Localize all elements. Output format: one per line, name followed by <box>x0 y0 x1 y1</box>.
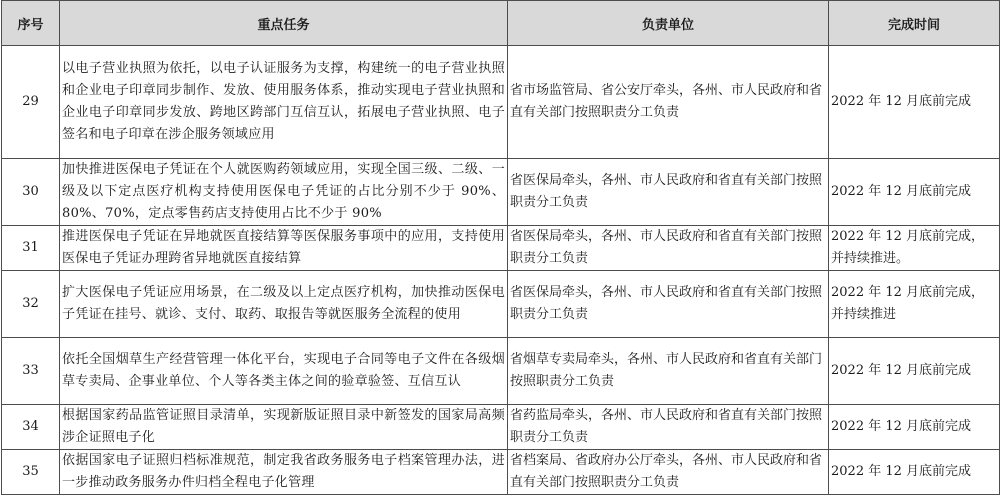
table-row <box>2 159 1000 226</box>
row-time: 2022 年 12 月底前完成，并持续推进 <box>829 271 1000 338</box>
row-number: 33 <box>2 338 60 405</box>
row-unit: 省药监局牵头，各州、市人民政府和省直有关部门按照职责分工负责 <box>508 405 829 450</box>
row-unit: 省医保局牵头，各州、市人民政府和省直有关部门按照职责分工负责 <box>508 226 829 271</box>
row-task: 加快推进医保电子凭证在个人就医购药领域应用，实现全国三级、二级、一级及以下定点医疗机构支持使用医保电子凭证的占比分别不少于 90%、80%、70%，定点零售药店支持使用占比不少于 90% <box>60 159 508 226</box>
row-unit: 省烟草专卖局牵头，各州、市人民政府和省直有关部门按照职责分工负责 <box>508 338 829 405</box>
header-unit: 负责单位 <box>508 1 829 46</box>
table-row <box>2 271 1000 338</box>
table-row <box>2 450 1000 495</box>
row-task: 依托全国烟草生产经营管理一体化平台，实现电子合同等电子文件在各级烟草专卖局、企事业单位、个人等各类主体之间的验章验签、互信互认 <box>60 338 508 405</box>
row-number: 34 <box>2 405 60 450</box>
row-time: 2022 年 12 月底前完成，并持续推进。 <box>829 226 1000 271</box>
row-time: 2022 年 12 月底前完成 <box>829 46 1000 159</box>
row-time: 2022 年 12 月底前完成 <box>829 338 1000 405</box>
task-table <box>1 0 1000 495</box>
row-number: 32 <box>2 271 60 338</box>
row-task: 根据国家药品监管证照目录清单，实现新版证照目录中新签发的国家局高频涉企证照电子化 <box>60 405 508 450</box>
row-task: 以电子营业执照为依托，以电子认证服务为支撑，构建统一的电子营业执照和企业电子印章同步制作、发放、使用服务体系，推动实现电子营业执照和企业电子印章同步发放、跨地区跨部门互信互认，拓展电子营业执照、电子签名和电子印章在涉企服务领域应用 <box>60 46 508 159</box>
table-row <box>2 405 1000 450</box>
row-time: 2022 年 12 月底前完成 <box>829 450 1000 495</box>
table-row <box>2 46 1000 159</box>
row-time: 2022 年 12 月底前完成 <box>829 159 1000 226</box>
table-row <box>2 226 1000 271</box>
row-number: 31 <box>2 226 60 271</box>
row-number: 29 <box>2 46 60 159</box>
row-task: 扩大医保电子凭证应用场景，在二级及以上定点医疗机构，加快推动医保电子凭证在挂号、就诊、支付、取药、取报告等就医服务全流程的使用 <box>60 271 508 338</box>
row-unit: 省市场监管局、省公安厅牵头，各州、市人民政府和省直有关部门按照职责分工负责 <box>508 46 829 159</box>
header-task: 重点任务 <box>60 1 508 46</box>
table-header-row <box>2 1 1000 46</box>
row-task: 推进医保电子凭证在异地就医直接结算等医保服务事项中的应用，支持使用医保电子凭证办理跨省异地就医直接结算 <box>60 226 508 271</box>
row-number: 35 <box>2 450 60 495</box>
row-time: 2022 年 12 月底前完成 <box>829 405 1000 450</box>
row-unit: 省档案局、省政府办公厅牵头，各州、市人民政府和省直有关部门按照职责分工负责 <box>508 450 829 495</box>
header-time: 完成时间 <box>829 1 1000 46</box>
row-unit: 省医保局牵头，各州、市人民政府和省直有关部门按照职责分工负责 <box>508 271 829 338</box>
row-unit: 省医保局牵头，各州、市人民政府和省直有关部门按照职责分工负责 <box>508 159 829 226</box>
header-no: 序号 <box>2 1 60 46</box>
row-task: 依据国家电子证照归档标准规范，制定我省政务服务电子档案管理办法，进一步推动政务服务办件归档全程电子化管理 <box>60 450 508 495</box>
table-row <box>2 338 1000 405</box>
row-number: 30 <box>2 159 60 226</box>
